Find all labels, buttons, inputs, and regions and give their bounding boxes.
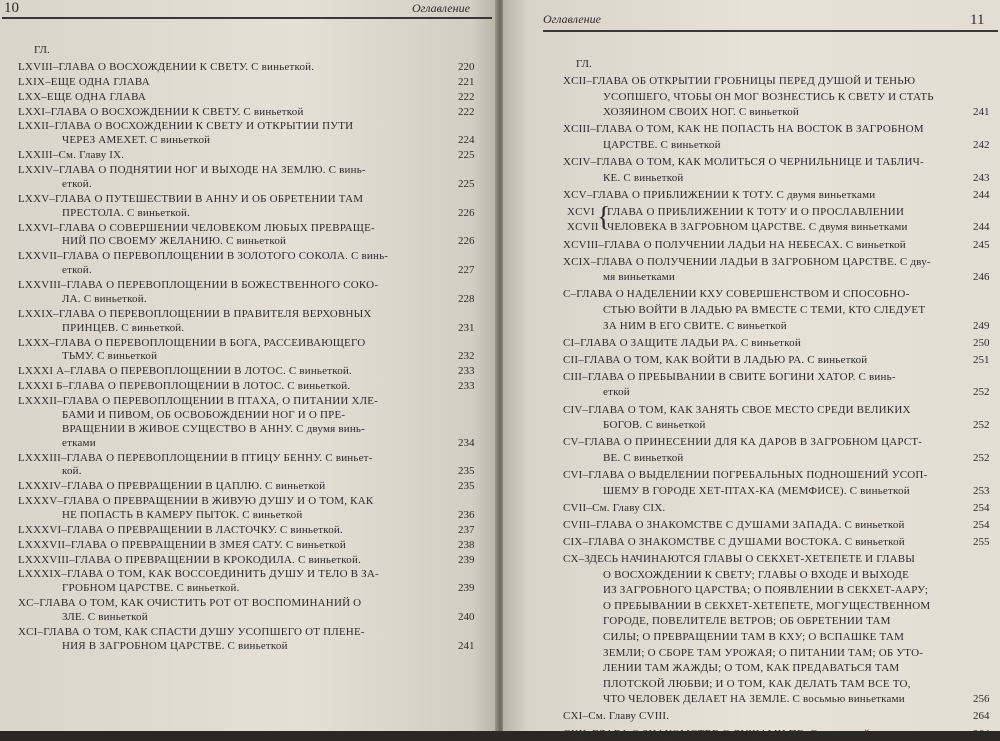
toc-entry-line: ВЕ. С виньеткой xyxy=(603,451,684,464)
toc-entry-line: CVII–См. Главу CIX. xyxy=(563,501,666,514)
toc-entry-line: CII–ГЛАВА О ТОМ, КАК ВОЙТИ В ЛАДЬЮ РА. С виньеткой xyxy=(563,353,868,366)
toc-entry-line: ЗА НИМ В ЕГО СВИТЕ. С виньеткой xyxy=(603,319,787,332)
toc-page-number: 236 xyxy=(458,509,475,521)
toc-page-number: 242 xyxy=(973,138,990,151)
toc-entry-line: CIX–ГЛАВА О ЗНАКОМСТВЕ С ДУШАМИ ВОСТОКА. С виньеткой xyxy=(563,535,905,548)
toc-entry-line: НЕ ПОПАСТЬ В КАМЕРУ ПЫТОК. С виньеткой xyxy=(62,509,303,521)
toc-entry-line: С–ГЛАВА О НАДЕЛЕНИИ КХУ СОВЕРШЕНСТВОМ И СПОСОБНО- xyxy=(563,288,910,301)
toc-entry-line: еткой xyxy=(603,386,630,399)
toc-page-number: 252 xyxy=(973,419,990,432)
toc-entry-line: LXXXIV–ГЛАВА О ПРЕВРАЩЕНИИ В ЦАПЛЮ. С виньеткой xyxy=(18,480,326,493)
toc-entry-line: етками xyxy=(62,436,96,449)
toc-page-number: 254 xyxy=(973,501,990,514)
toc-page-number: 244 xyxy=(973,188,990,201)
toc-entry-line: ЧЕРЕЗ АМЕХЕТ. С виньеткой xyxy=(62,134,211,147)
toc-page-number: 222 xyxy=(458,105,475,118)
toc-entry-line: XCIV–ГЛАВА О ТОМ, КАК МОЛИТЬСЯ О ЧЕРНИЛЬНИЦЕ И ТАБЛИЧ- xyxy=(563,156,924,168)
toc-page-number: 256 xyxy=(973,693,990,706)
toc-page-number: 240 xyxy=(458,611,475,624)
toc-page-number: 246 xyxy=(973,271,990,284)
toc-entry-numeral: XCVI xyxy=(567,205,595,218)
toc-entry-line: ЛЕНИИ ТАМ ЖАЖДЫ; О ТОМ, КАК ПРЕДАВАТЬСЯ ТАМ xyxy=(603,662,900,675)
toc-entry-line: БАМИ И ПИВОМ, ОБ ОСВОБОЖДЕНИИ НОГ И О ПРЕ- xyxy=(62,408,346,421)
toc-page-number: 241 xyxy=(973,106,990,119)
toc-entry-line: CVI–ГЛАВА О ВЫДЕЛЕНИИ ПОГРЕБАЛЬНЫХ ПОДНОШЕНИЙ УСОП- xyxy=(563,468,928,481)
toc-page-number: 224 xyxy=(458,134,475,147)
page-header: Оглавление xyxy=(412,1,470,15)
toc-page-number: 232 xyxy=(458,350,475,363)
toc-page-number: 249 xyxy=(973,319,990,332)
toc-entry-line: LXXI–ГЛАВА О ВОСХОЖДЕНИИ К СВЕТУ. С виньеткой xyxy=(18,105,304,118)
toc-page-number: 264 xyxy=(973,710,990,723)
toc-page-number: 254 xyxy=(973,518,990,531)
toc-entry-line: ГРОБНОМ ЦАРСТВЕ. С виньеткой. xyxy=(62,582,240,595)
toc-entry-line: LXXXII–ГЛАВА О ПЕРЕВОПЛОЩЕНИИ В ПТАХА, О ПИТАНИИ ХЛЕ- xyxy=(18,394,379,407)
toc-entry-line: LXXXIX–ГЛАВА О ТОМ, КАК ВОССОЕДИНИТЬ ДУШУ И ТЕЛО В ЗА- xyxy=(18,568,379,581)
toc-page-number: 221 xyxy=(458,75,475,88)
toc-entry-line: LXXXI А–ГЛАВА О ПЕРЕВОПЛОЩЕНИИ В ЛОТОС. С виньеткой. xyxy=(18,365,352,378)
toc-entry-line: ТЬМУ. С виньеткой xyxy=(62,350,158,363)
toc-entry-line: КЕ. С виньеткой xyxy=(603,171,684,184)
toc-entry-line: кой. xyxy=(62,465,82,478)
toc-entry-line: LXVIII–ГЛАВА О ВОСХОЖДЕНИИ К СВЕТУ. С виньеткой. xyxy=(18,61,315,73)
page-number: 10 xyxy=(4,0,19,16)
toc-entry-line: LXIX–ЕЩЕ ОДНА ГЛАВА xyxy=(18,75,150,88)
toc-page-number: 251 xyxy=(973,353,990,366)
toc-entry-line: УСОПШЕГО, ЧТОБЫ ОН МОГ ВОЗНЕСТИСЬ К СВЕТУ И СТАТЬ xyxy=(603,90,934,103)
toc-entry-line: CX–ЗДЕСЬ НАЧИНАЮТСЯ ГЛАВЫ О СЕКХЕТ-ХЕТЕПЕТЕ И ГЛАВЫ xyxy=(563,552,916,565)
toc-entry-line: CI–ГЛАВА О ЗАЩИТЕ ЛАДЬИ РА. С виньеткой xyxy=(563,336,801,349)
toc-entry-line: LXXVII–ГЛАВА О ПЕРЕВОПЛОЩЕНИИ В ЗОЛОТОГО СОКОЛА. С винь- xyxy=(18,250,389,263)
toc-page-number: 220 xyxy=(458,61,475,73)
toc-entry-line: ПРИНЦЕВ. С виньеткой. xyxy=(62,321,185,334)
toc-entry-line: LXXXV–ГЛАВА О ПРЕВРАЩЕНИИ В ЖИВУЮ ДУШУ И О ТОМ, КАК xyxy=(18,495,374,508)
toc-entry-line: мя виньетками xyxy=(603,271,675,284)
toc-page-number: 231 xyxy=(458,321,475,334)
left-page xyxy=(0,0,497,731)
toc-entry-line: XCII–ГЛАВА ОБ ОТКРЫТИИ ГРОБНИЦЫ ПЕРЕД ДУШОЙ И ТЕНЬЮ xyxy=(563,75,916,87)
toc-entry-line: ПРЕСТОЛА. С виньеткой. xyxy=(62,206,191,219)
toc-entry-line: LXXVIII–ГЛАВА О ПЕРЕВОПЛОЩЕНИИ В БОЖЕСТВЕННОГО СОКО- xyxy=(18,279,379,291)
toc-entry-line: БОГОВ. С виньеткой xyxy=(603,419,706,432)
brace-symbol: { xyxy=(597,201,611,233)
toc-page-number: 239 xyxy=(458,582,475,595)
toc-entry-line: ГЛАВА О ПРИБЛИЖЕНИИ К ТОТУ И О ПРОСЛАВЛЕНИИ xyxy=(607,205,905,218)
toc-entry-line: ЧЕЛОВЕКА В ЗАГРОБНОМ ЦАРСТВЕ. С двумя виньетками xyxy=(607,221,908,234)
toc-page-number: 234 xyxy=(458,436,475,449)
column-label: ГЛ. xyxy=(34,44,50,56)
toc-entry-line: CIII–ГЛАВА О ПРЕБЫВАНИИ В СВИТЕ БОГИНИ ХАТОР. С винь- xyxy=(563,370,896,383)
toc-entry-line: ГОРОДЕ, ПОВЕЛИТЕЛЕ ВЕТРОВ; ОБ ОБРЕТЕНИИ ТАМ xyxy=(603,615,891,628)
toc-entry-line: еткой. xyxy=(62,264,92,277)
toc-entry-line: XC–ГЛАВА О ТОМ, КАК ОЧИСТИТЬ РОТ ОТ ВОСПОМИНАНИЙ О xyxy=(18,597,362,610)
toc-entry-line: LXXX–ГЛАВА О ПЕРЕВОПЛОЩЕНИИ В БОГА, РАССЕИВАЮЩЕГО xyxy=(18,336,366,349)
right-page xyxy=(503,0,1000,740)
toc-entry-line: еткой. xyxy=(62,177,92,190)
toc-entry-line: LXXIX–ГЛАВА О ПЕРЕВОПЛОЩЕНИИ В ПРАВИТЕЛЯ ВЕРХОВНЫХ xyxy=(18,307,372,320)
toc-page-number: 233 xyxy=(458,380,475,393)
toc-entry-line: ВРАЩЕНИИ В ЖИВОЕ СУЩЕСТВО В АННУ. С двумя винь- xyxy=(62,422,365,435)
toc-entry-numeral: XCVII xyxy=(567,221,599,234)
column-label: ГЛ. xyxy=(576,58,592,70)
toc-entry-line: О ВОСХОЖДЕНИИ К СВЕТУ; ГЛАВЫ О ВХОДЕ И ВЫХОДЕ xyxy=(603,568,910,581)
toc-entry-line: CVIII–ГЛАВА О ЗНАКОМСТВЕ С ДУШАМИ ЗАПАДА. С виньеткой xyxy=(563,518,905,531)
toc-page-number: 222 xyxy=(458,90,475,103)
toc-page-number: 252 xyxy=(973,386,990,399)
toc-entry-line: XCI–ГЛАВА О ТОМ, КАК СПАСТИ ДУШУ УСОПШЕГО ОТ ПЛЕНЕ- xyxy=(18,625,365,638)
toc-page-number: 226 xyxy=(458,235,475,248)
toc-entry-line: XCV–ГЛАВА О ПРИБЛИЖЕНИИ К ТОТУ. С двумя виньетками xyxy=(563,188,876,201)
toc-page-number: 253 xyxy=(973,484,990,497)
page-number: 11 xyxy=(970,12,985,28)
toc-entry-line: LXXXI Б–ГЛАВА О ПЕРЕВОПЛОЩЕНИИ В ЛОТОС. С виньеткой. xyxy=(18,380,351,393)
toc-entry-line: ЗЛЕ. С виньеткой xyxy=(62,611,148,624)
toc-page-number: 239 xyxy=(458,553,475,566)
toc-page-number: 244 xyxy=(973,221,990,234)
toc-entry-line: ЦАРСТВЕ. С виньеткой xyxy=(603,138,721,151)
toc-entry-line: XCIII–ГЛАВА О ТОМ, КАК НЕ ПОПАСТЬ НА ВОСТОК В ЗАГРОБНОМ xyxy=(563,123,924,136)
toc-page-number: 255 xyxy=(973,535,990,548)
toc-entry-line: LXXV–ГЛАВА О ПУТЕШЕСТВИИ В АННУ И ОБ ОБРЕТЕНИИ ТАМ xyxy=(18,192,364,205)
toc-page-number: 228 xyxy=(458,292,475,305)
toc-page-number: 252 xyxy=(973,451,990,464)
toc-entry-line: СТЬЮ ВОЙТИ В ЛАДЬЮ РА ВМЕСТЕ С ТЕМИ, КТО СЛЕДУЕТ xyxy=(603,303,926,316)
toc-entry-line: ШЕМУ В ГОРОДЕ ХЕТ-ПТАХ-КА (МЕМФИСЕ). С виньеткой xyxy=(603,484,910,497)
toc-entry-line: LXXIV–ГЛАВА О ПОДНЯТИИ НОГ И ВЫХОДЕ НА ЗЕМЛЮ. С винь- xyxy=(18,164,366,176)
toc-entry-line: ХОЗЯИНОМ СВОИХ НОГ. С виньеткой xyxy=(603,106,800,119)
toc-page-number: 238 xyxy=(458,538,475,551)
toc-entry-line: LXXII–ГЛАВА О ВОСХОЖДЕНИИ К СВЕТУ И ОТКРЫТИИ ПУТИ xyxy=(18,120,354,133)
toc-entry-line: CV–ГЛАВА О ПРИНЕСЕНИИ ДЛЯ КА ДАРОВ В ЗАГРОБНОМ ЦАРСТ- xyxy=(563,436,923,449)
toc-entry-line: LXXXVIII–ГЛАВА О ПРЕВРАЩЕНИИ В КРОКОДИЛА. С виньеткой. xyxy=(18,553,362,566)
toc-page-number: 233 xyxy=(458,365,475,378)
toc-entry-line: LXXIII–См. Главу IX. xyxy=(18,149,125,162)
toc-page-number: 225 xyxy=(458,149,475,162)
toc-entry-line: НИЯ В ЗАГРОБНОМ ЦАРСТВЕ. С виньеткой xyxy=(62,639,288,652)
toc-entry-line: CXI–См. Главу CVIII. xyxy=(563,710,670,723)
toc-entry-line: СИЛЫ; О ПРЕВРАЩЕНИИ ТАМ В КХУ; О ВСПАШКЕ ТАМ xyxy=(603,630,905,643)
toc-page-number: 235 xyxy=(458,465,475,478)
toc-page-number: 241 xyxy=(458,639,475,652)
toc-entry-line: ПЛОТСКОЙ ЛЮБВИ; И О ТОМ, КАК ДЕЛАТЬ ТАМ ВСЕ ТО, xyxy=(603,677,911,690)
toc-page-number: 245 xyxy=(973,238,990,251)
toc-entry-line: НИЙ ПО СВОЕМУ ЖЕЛАНИЮ. С виньеткой xyxy=(62,235,287,248)
toc-entry-line: LXXVI–ГЛАВА О СОВЕРШЕНИИ ЧЕЛОВЕКОМ ЛЮБЫХ ПРЕВРАЩЕ- xyxy=(18,221,375,234)
toc-entry-line: LXXXVI–ГЛАВА О ПРЕВРАЩЕНИИ В ЛАСТОЧКУ. С виньеткой. xyxy=(18,523,343,536)
toc-page-number: 227 xyxy=(458,264,475,277)
toc-entry-line: ЛА. С виньеткой. xyxy=(62,292,147,305)
toc-entry-line: CXII–ГЛАВА О ЗНАКОМСТВЕ С ДУШАМИ ПЕ. С виньеткой xyxy=(563,727,870,740)
toc-page-number: 250 xyxy=(973,336,990,349)
toc-page-number: 225 xyxy=(458,177,475,190)
toc-entry-line: ЗЕМЛИ; О СБОРЕ ТАМ УРОЖАЯ; О ПИТАНИИ ТАМ; ОБ УТО- xyxy=(603,646,924,659)
toc-entry-line: LXXXIII–ГЛАВА О ПЕРЕВОПЛОЩЕНИИ В ПТИЦУ БЕННУ. С виньет- xyxy=(18,451,373,464)
header-rule xyxy=(543,30,998,32)
toc-entry-line: XCIX–ГЛАВА О ПОЛУЧЕНИИ ЛАДЬИ В ЗАГРОБНОМ ЦАРСТВЕ. С дву- xyxy=(563,255,931,268)
page-header: Оглавление xyxy=(543,12,601,26)
toc-entry-line: LXX–ЕЩЕ ОДНА ГЛАВА xyxy=(18,90,147,103)
toc-entry-line: CIV–ГЛАВА О ТОМ, КАК ЗАНЯТЬ СВОЕ МЕСТО СРЕДИ ВЕЛИКИХ xyxy=(563,403,911,416)
toc-entry-line: XCVIII–ГЛАВА О ПОЛУЧЕНИИ ЛАДЬИ НА НЕБЕСАХ. С виньеткой xyxy=(563,238,906,251)
toc-page-number: 243 xyxy=(973,171,990,184)
toc-entry-line: ЧТО ЧЕЛОВЕК ДЕЛАЕТ НА ЗЕМЛЕ. С восьмью виньетками xyxy=(603,693,905,706)
toc-page-number: 237 xyxy=(458,523,475,536)
toc-page-number: 264 xyxy=(973,727,990,740)
toc-page-number: 226 xyxy=(458,206,475,219)
toc-entry-line: ИЗ ЗАГРОБНОГО ЦАРСТВА; О ПОЯВЛЕНИИ В СЕКХЕТ-ААРУ; xyxy=(603,584,929,597)
header-rule xyxy=(2,17,492,19)
toc-entry-line: О ПРЕБЫВАНИИ В СЕКХЕТ-ХЕТЕПЕТЕ, МОГУЩЕСТВЕННОМ xyxy=(603,599,931,612)
toc-entry-line: LXXXVII–ГЛАВА О ПРЕВРАЩЕНИИ В ЗМЕЯ САТУ. С виньеткой xyxy=(18,538,346,551)
toc-page-number: 235 xyxy=(458,480,475,493)
